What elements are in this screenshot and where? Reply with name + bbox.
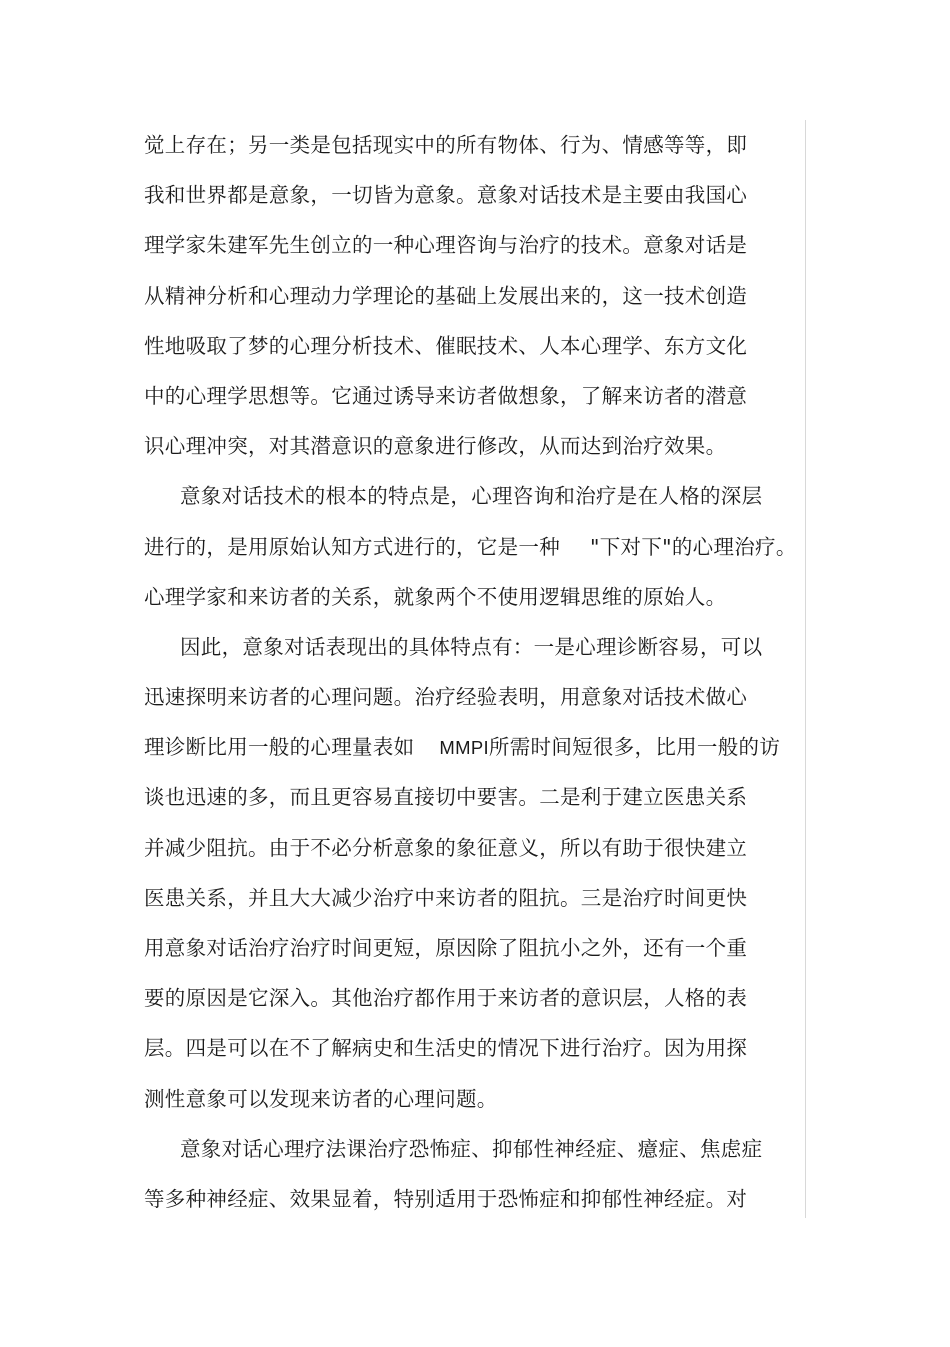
- text-segment: 理诊断比用一般的心理量表如: [144, 735, 415, 760]
- text-segment: 所需时间短很多，比用一般的访: [488, 735, 781, 760]
- text-line: 性地吸取了梦的心理分析技术、催眠技术、人本心理学、东方文化: [144, 333, 748, 358]
- text-line: 识心理冲突，对其潜意识的意象进行修改，从而达到治疗效果。: [144, 434, 727, 459]
- text-line: [144, 722, 809, 772]
- text-line: 用意象对话治疗治疗时间更短，原因除了阻抗小之外，还有一个重: [144, 936, 748, 960]
- text-line: 并减少阻抗。由于不必分析意象的象征意义，所以有助于很快建立: [144, 835, 748, 860]
- text-line: [144, 522, 809, 572]
- text-line: 中的心理学思想等。它通过诱导来访者做想象，了解来访者的潜意: [144, 383, 748, 408]
- paragraph-start-line: 因此，意象对话表现出的具体特点有：一是心理诊断容易，可以: [180, 634, 763, 659]
- text-line: 心理学家和来访者的关系，就象两个不使用逻辑思维的原始人。: [144, 584, 727, 609]
- body-text: [144, 120, 809, 1224]
- text-line: 我和世界都是意象，一切皆为意象。意象对话技术是主要由我国心: [144, 183, 748, 208]
- text-line: 觉上存在；另一类是包括现实中的所有物体、行为、情感等等，即: [144, 133, 748, 157]
- text-line: 医患关系，并且大大减少治疗中来访者的阻抗。三是治疗时间更快: [144, 885, 748, 910]
- paragraph-start-line: 意象对话心理疗法课治疗恐怖症、抑郁性神经症、癔症、焦虑症: [180, 1136, 763, 1161]
- text-line: 谈也迅速的多，而且更容易直接切中要害。二是利于建立医患关系: [144, 785, 748, 810]
- text-segment: "下对下"的心理治疗。: [590, 534, 797, 559]
- text-line: 层。四是可以在不了解病史和生活史的情况下进行治疗。因为用探: [144, 1036, 748, 1061]
- mmpi-term: MMPI: [439, 737, 489, 759]
- text-line: 要的原因是它深入。其他治疗都作用于来访者的意识层，人格的表: [144, 986, 748, 1011]
- text-segment: 进行的，是用原始认知方式进行的，它是一种: [144, 534, 560, 559]
- text-line: 迅速探明来访者的心理问题。治疗经验表明，用意象对话技术做心: [144, 685, 748, 710]
- text-line: 测性意象可以发现来访者的心理问题。: [144, 1086, 498, 1111]
- text-line: 等多种神经症、效果显着，特别适用于恐怖症和抑郁性神经症。对: [144, 1186, 748, 1211]
- text-line: 理学家朱建军先生创立的一种心理咨询与治疗的技术。意象对话是: [144, 233, 748, 258]
- paragraph-start-line: 意象对话技术的根本的特点是，心理咨询和治疗是在人格的深层: [180, 484, 763, 509]
- text-line: 从精神分析和心理动力学理论的基础上发展出来的，这一技术创造: [144, 283, 748, 308]
